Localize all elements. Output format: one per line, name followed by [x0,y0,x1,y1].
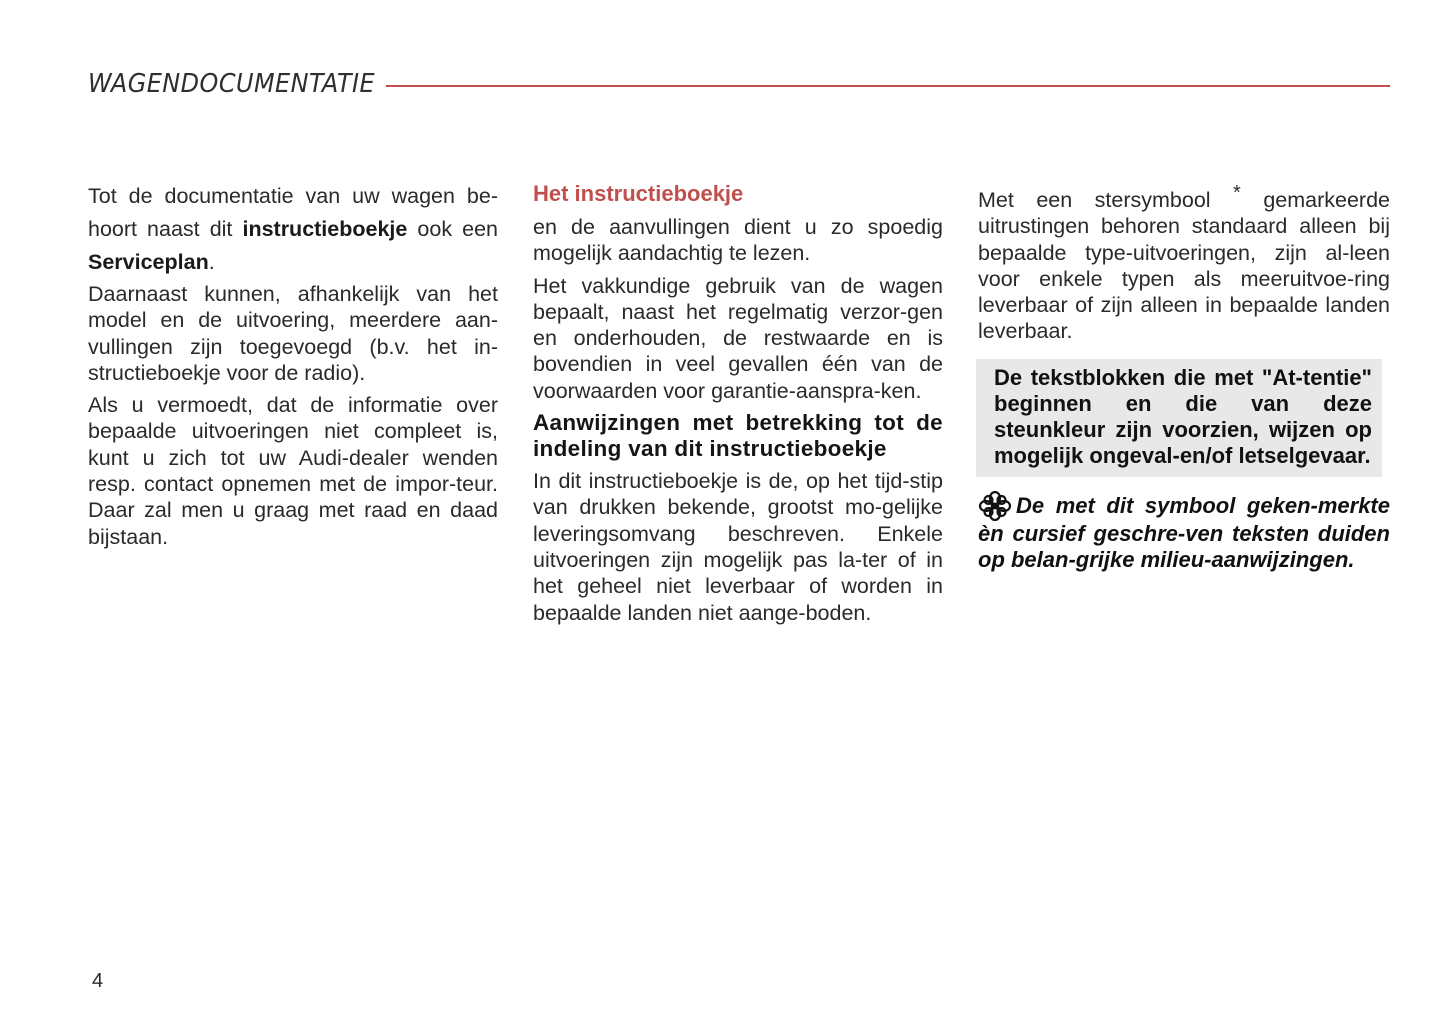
page-number: 4 [92,970,104,992]
intro-bold-serviceplan: Serviceplan [88,250,209,274]
paragraph-lezen: en de aanvullingen dient u zo spoedig mogelijk aandachtig te lezen. [533,215,943,266]
paragraph-aanvullingen: Daarnaast kunnen, afhankelijk van het model en de uitvoering, meerdere aan-vullingen zijn toegevoegd (b.v. het in-structieboekje voor de radio). [88,282,498,385]
star-text-2: gemarkeerde uitrustingen behoren standaard alleen bij bepaalde type-uitvoeringen, zijn al-leen voor enkele typen als meeruitvoe-ring leverbaar of zijn alleen in bepaalde landen leverbaar. [978,188,1391,344]
intro-paragraph [88,180,498,279]
section-title: WAGENDOCUMENTATIE [88,69,376,99]
column-left [88,180,498,556]
star-text-1: Met een stersymbool [978,188,1234,212]
paragraph-leveringsomvang: In dit instructieboekje is de, op het tijd-stip van drukken bekende, grootst mo-gelijke leveringsomvang beschreven. Enkele uitvoeringen zijn mogelijk pas la-ter of in het geheel niet leverbaar of worden in bepaalde landen niet aange-boden. [533,469,943,625]
intro-bold-instructieboekje: instructieboekje [242,217,408,241]
heading-instructieboekje: Het instructieboekje [533,181,744,206]
flower-icon [978,491,1012,521]
intro-text-3: . [208,250,215,274]
heading-aanwijzingen: Aanwijzingen met betrekking tot de indeling van dit instructieboekje [533,410,943,462]
paragraph-gebruik: Het vakkundige gebruik van de wagen bepaalt, naast het regelmatig verzor-gen en onderhouden, de restwaarde en is bovendien in veel gevallen één van de voorwaarden voor garantie-aanspra-ken. [533,273,943,403]
environment-note-text: De met dit symbool geken-merkte èn cursief geschre-ven teksten duiden op belan-grijke milieu-aanwijzingen. [978,492,1390,573]
header-rule [386,85,1390,87]
page-header [88,66,1390,102]
attention-box: De tekstblokken die met "At-tentie" beginnen en die van deze steunkleur zijn voorzien, wijzen op mogelijk ongeval-en/of letselgevaar. [976,359,1382,477]
column-middle [533,180,943,632]
paragraph-stersymbool [978,180,1390,345]
environment-note [978,491,1390,574]
intro-text-1: Tot de documentatie van uw wagen be-hoort naast dit [88,184,498,241]
intro-text-2: ook een [407,217,498,241]
star-symbol: * [1233,182,1241,204]
column-right [978,180,1390,574]
paragraph-dealer: Als u vermoedt, dat de informatie over bepaalde uitvoeringen niet compleet is, kunt u zich tot uw Audi-dealer wenden resp. contact opnemen met de impor-teur. Daar zal men u graag met raad en daad bijstaan. [88,393,498,549]
